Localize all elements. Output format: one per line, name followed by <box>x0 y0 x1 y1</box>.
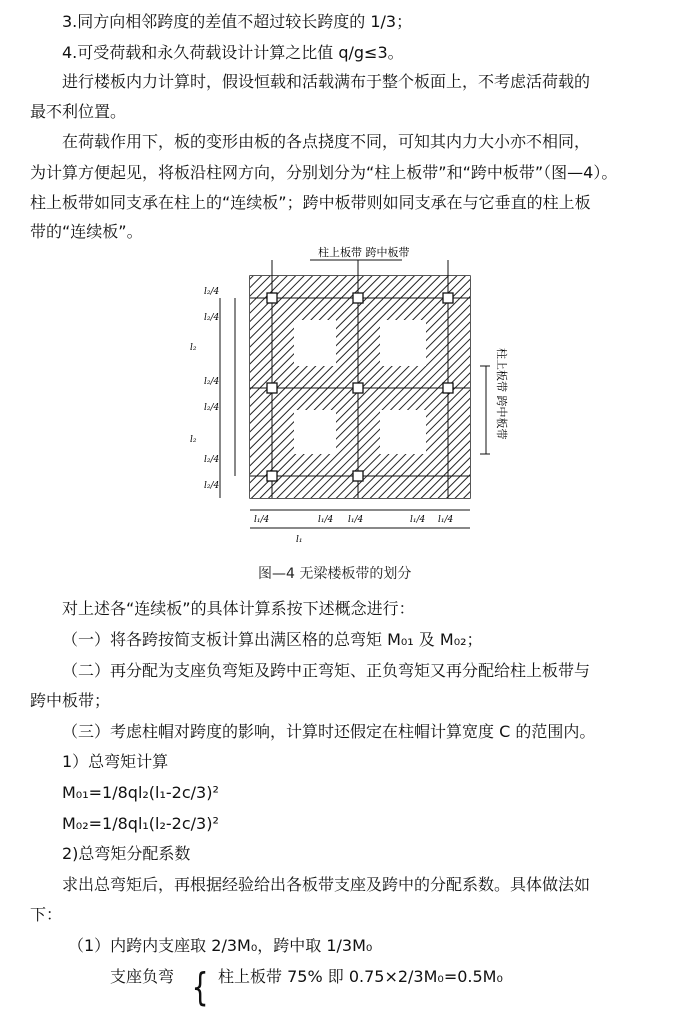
bottom-label: l₁/4 <box>410 515 426 525</box>
bottom-total-label: l₁ <box>296 535 303 545</box>
text-line-1: 3.同方向相邻跨度的差值不超过较长跨度的 1/3； <box>62 12 413 31</box>
figure-bottom-labels <box>254 515 454 545</box>
text-line-7: 柱上板带如同支承在柱上的“连续板”；跨中板带则如同支承在与它垂直的柱上板 <box>30 193 591 212</box>
text-line-5: 在荷载作用下，板的变形由板的各点挠度不同，可知其内力大小亦不相同， <box>62 132 591 151</box>
text-line-13: （三）考虑柱帽对跨度的影响，计算时还假定在柱帽计算宽度 C 的范围内。 <box>62 722 596 741</box>
text-line-20: （1）内跨内支座取 2/3M₀，跨中取 1/3M₀ <box>68 936 373 955</box>
figure-top-label: 柱上板带 跨中板带 <box>318 246 410 259</box>
text-line-4: 最不利位置。 <box>30 102 127 121</box>
text-line-17: 2)总弯矩分配系数 <box>62 844 191 863</box>
left-label: l₂/4 <box>204 403 220 413</box>
figure-caption: 图—4 无梁楼板带的划分 <box>258 566 412 582</box>
figure-right-label: 柱上板带 跨中板带 <box>495 348 508 440</box>
text-line-11: （二）再分配为支座负弯矩及跨中正弯矩、正负弯矩又再分配给柱上板带与 <box>62 661 591 680</box>
left-label: l₂/4 <box>204 481 220 491</box>
text-line-3: 进行楼板内力计算时，假设恒载和活载满布于整个板面上，不考虑活荷载的 <box>62 72 591 91</box>
text-line-12: 跨中板带； <box>30 691 111 710</box>
flat-slab-strip-figure <box>180 238 510 563</box>
bottom-label: l₁/4 <box>254 515 270 525</box>
formula-m01: M₀₁=1/8ql₂(l₁-2c/3)² <box>62 783 219 802</box>
text-line-8: 带的“连续板”。 <box>30 222 143 241</box>
text-line-19: 下： <box>30 905 63 924</box>
brace-symbol: { <box>191 965 209 1009</box>
bottom-label: l₁/4 <box>348 515 364 525</box>
figure-left-labels <box>190 287 220 491</box>
bottom-label: l₁/4 <box>438 515 454 525</box>
left-label: l₂ <box>190 343 197 353</box>
text-line-6: 为计算方便起见，将板沿柱网方向，分别划分为“柱上板带”和“跨中板带”（图—4）。 <box>30 163 618 182</box>
text-line-18: 求出总弯矩后，再根据经验给出各板带支座及跨中的分配系数。具体做法如 <box>62 875 591 894</box>
text-line-21-label: 支座负弯 <box>110 967 175 986</box>
left-label: l₂/4 <box>204 287 220 297</box>
bottom-label: l₁/4 <box>318 515 334 525</box>
left-label: l₂ <box>190 435 197 445</box>
text-line-9: 对上述各“连续板”的具体计算系按下述概念进行： <box>62 599 415 618</box>
left-label: l₂/4 <box>204 377 220 387</box>
text-line-10: （一）将各跨按简支板计算出满区格的总弯矩 M₀₁ 及 M₀₂； <box>62 630 483 649</box>
text-line-14: 1）总弯矩计算 <box>62 752 169 771</box>
formula-m02: M₀₂=1/8ql₁(l₂-2c/3)² <box>62 814 219 833</box>
text-line-2: 4.可受荷载和永久荷载设计计算之比值 q/g≤3。 <box>62 43 404 62</box>
left-label: l₂/4 <box>204 455 220 465</box>
left-label: l₂/4 <box>204 313 220 323</box>
text-line-21-value: 柱上板带 75% 即 0.75×2/3M₀=0.5M₀ <box>218 967 503 986</box>
